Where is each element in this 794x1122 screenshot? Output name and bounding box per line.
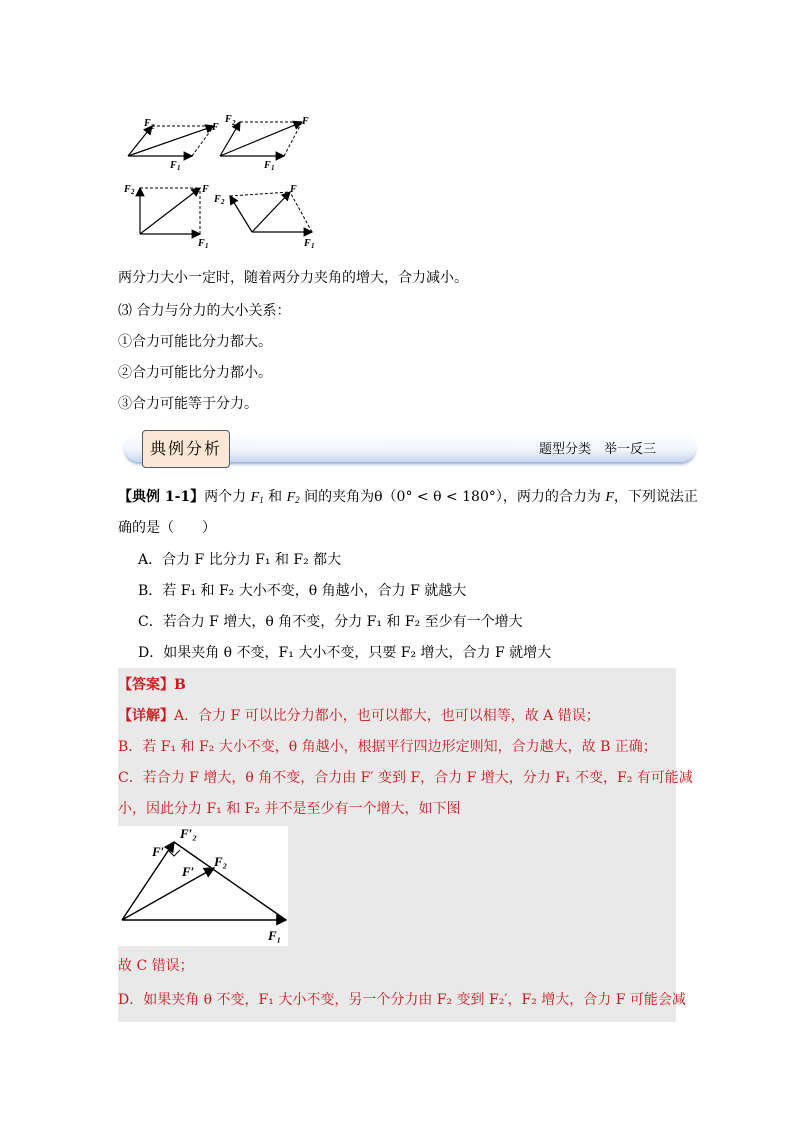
svg-text:1: 1	[177, 164, 181, 172]
svg-text:1: 1	[271, 164, 275, 172]
option-b: B．若 F₁ 和 F₂ 大小不变，θ 角越小，合力 F 就越大	[138, 583, 467, 599]
svg-text:1: 1	[311, 242, 315, 250]
label-f1: F₁	[268, 928, 282, 943]
section-banner	[124, 430, 696, 466]
label-f2: F₂	[214, 854, 228, 869]
detail-c2: 小，因此分力 F₁ 和 F₂ 并不是至少有一个增大，如下图	[118, 801, 461, 817]
svg-text:F: F	[304, 238, 311, 249]
svg-text:2: 2	[151, 123, 155, 131]
label-f2-prime: F′₂	[180, 826, 197, 841]
text-item-3: ③合力可能等于分力。	[118, 396, 258, 412]
svg-text:F: F	[264, 160, 271, 171]
svg-text:2: 2	[131, 188, 135, 196]
detail-d: D．如果夹角 θ 不变，F₁ 大小不变，另一个分力由 F₂ 变到 F₂′，F₂ 增大，合力 F 可能会减	[118, 992, 686, 1008]
question-stem-line2: 确的是（ ）	[118, 520, 216, 536]
question-stem: 【典例 1-1】两个力 $F_1$ 和 $F_2$ 间的夹角为θ（0° < θ < 180°），两力的合力为 F，下列说法正	[118, 489, 698, 505]
label-f2: F	[144, 118, 151, 129]
svg-text:F: F	[202, 184, 209, 195]
text-relation-heading: ⑶ 合力与分力的大小关系：	[118, 303, 291, 319]
svg-text:1: 1	[205, 242, 209, 250]
diagram-medium-angle	[220, 114, 309, 172]
text-item-1: ①合力可能比分力都大。	[118, 334, 272, 350]
detail-a: 【详解】A．合力 F 可以比分力都小，也可以都大，也可以相等，故 A 错误；	[118, 708, 600, 724]
svg-text:2: 2	[232, 119, 236, 127]
force-change-diagram	[118, 826, 288, 946]
svg-text:F: F	[302, 116, 309, 127]
detail-c3: 故 C 错误；	[118, 958, 194, 974]
svg-text:F: F	[290, 184, 297, 195]
label-f-prime: F′	[152, 844, 165, 859]
option-c: C．若合力 F 增大，θ 角不变，分力 F₁ 和 F₂ 至少有一个增大	[138, 614, 523, 630]
svg-text:F: F	[214, 194, 221, 205]
parallelogram-diagrams	[118, 108, 328, 254]
question-tag: 【典例 1-1】	[118, 489, 205, 505]
diagram-small-angle	[128, 118, 219, 172]
diagram-obtuse-angle	[213, 184, 315, 250]
svg-text:F: F	[212, 122, 219, 133]
text-angle-rule: 两分力大小一定时，随着两分力夹角的增大，合力减小。	[118, 270, 468, 286]
text-item-2: ②合力可能比分力都小。	[118, 365, 272, 381]
svg-text:2: 2	[221, 198, 225, 206]
detail-c1: C．若合力 F 增大，θ 角不变，合力由 F′ 变到 F，合力 F 增大，分力 F₁ 不变，F₂ 有可能减	[118, 770, 693, 786]
banner-subtitle: 题型分类 举一反三	[538, 442, 656, 457]
banner-title: 典例分析	[142, 430, 230, 468]
diagram-right-angle	[123, 184, 209, 250]
option-d: D．如果夹角 θ 不变，F₁ 大小不变，只要 F₂ 增大，合力 F 就增大	[138, 645, 552, 661]
detail-b: B．若 F₁ 和 F₂ 大小不变，θ 角越小，根据平行四边形定则知，合力越大，故 B 正确；	[118, 739, 657, 755]
svg-text:F: F	[198, 238, 205, 249]
option-a: A．合力 F 比分力 F₁ 和 F₂ 都大	[138, 552, 342, 568]
svg-text:F: F	[170, 160, 177, 171]
answer-label: 【答案】B	[118, 677, 186, 693]
svg-text:F: F	[124, 184, 131, 195]
label-f-prime-2: F′	[182, 864, 195, 879]
svg-text:F: F	[225, 114, 232, 125]
